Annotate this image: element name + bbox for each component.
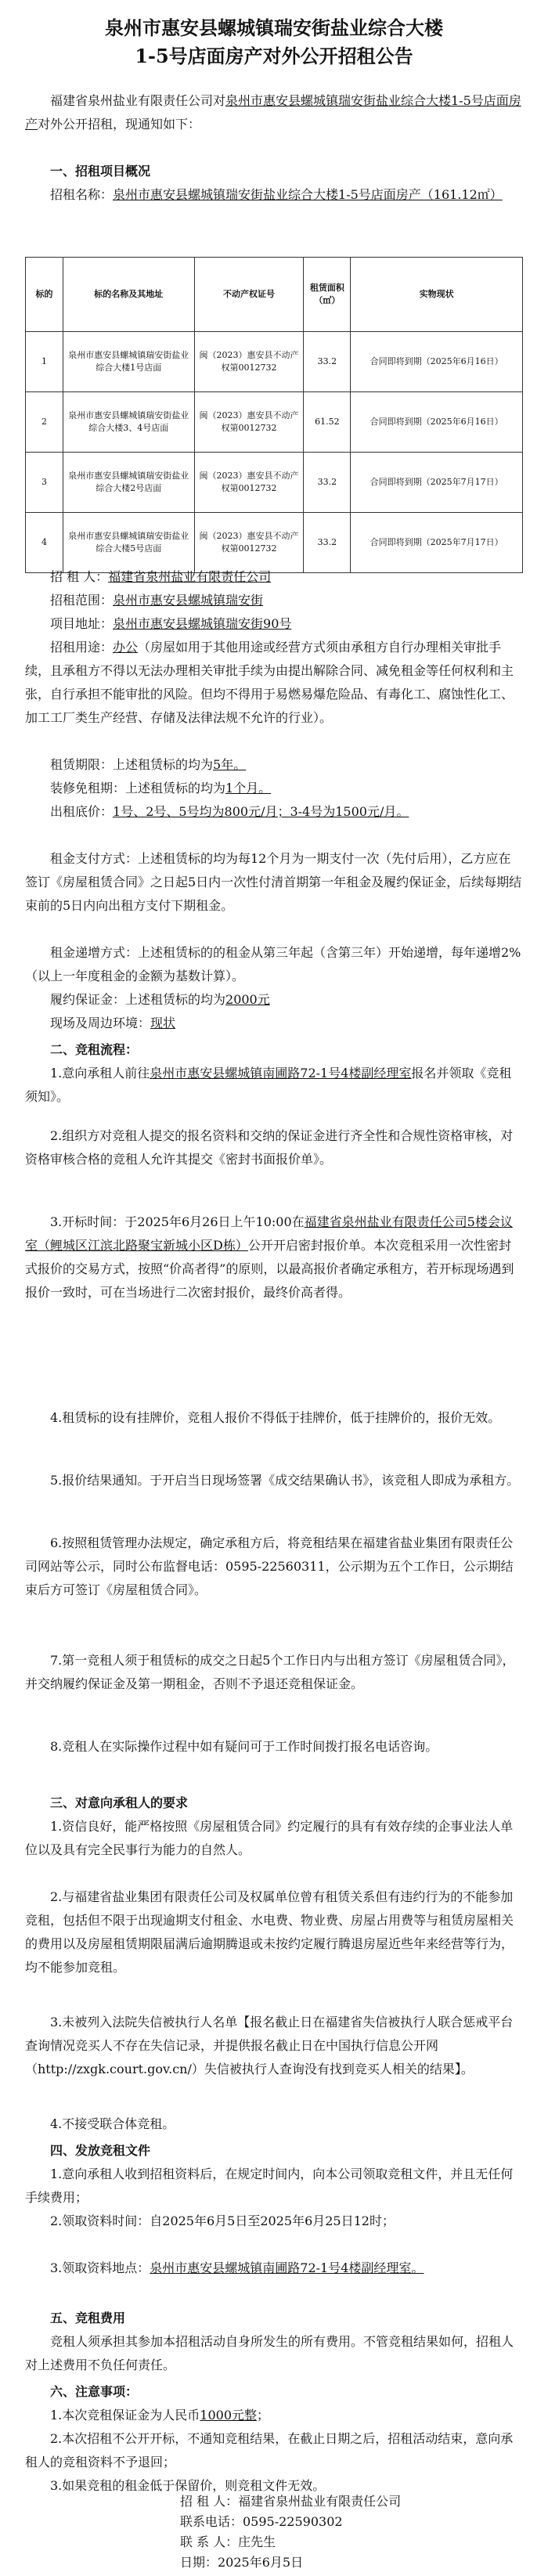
cell-name-address: 泉州市惠安县螺城镇瑞安街盐业综合大楼3、4号店面 <box>63 392 194 453</box>
use-rest: （房屋如用于其他用途或经营方式须由承租方自行办理相关审批手续，且承租方不得以无法办理相关审批手续为由提出解除合同、减免租金等任何权利和主张，自行承担不能审批的风险。但均不得用于易燃易爆危险品、有毒化工、腐蚀性化工、加工工厂类生产经营、存储及法律法规不允许的行业）。 <box>25 640 514 725</box>
cell-status: 合同即将到期（2025年6月16日） <box>351 392 523 453</box>
cell-area: 61.52 <box>304 392 351 453</box>
lease-table <box>25 257 523 573</box>
signature-date: 日期：2025年6月5日 <box>180 2555 304 2570</box>
scope-label: 招租范围： <box>50 593 114 608</box>
process-item-8: 8.竞租人在实际操作过程中如有疑问可于工作时间拨打报名电话咨询。 <box>50 1739 438 1754</box>
section4-heading: 四、发放竞租文件 <box>50 2143 151 2158</box>
term-line <box>25 753 523 777</box>
item3-prefix: 3.开标时间：于2025年6月26日上午10:00在 <box>50 1214 305 1229</box>
term-prefix: 租赁期限：上述租赁标的均为 <box>50 757 214 772</box>
cell-area: 33.2 <box>304 453 351 513</box>
price-line <box>25 800 523 824</box>
term-value: 5年。 <box>213 757 247 772</box>
use-label: 招租用途： <box>50 640 114 655</box>
requirement-item-4: 4.不接受联合体竞租。 <box>50 2116 175 2131</box>
notice1-prefix: 1.本次竞租保证金为人民币 <box>50 2408 200 2423</box>
section1-heading: 一、招租项目概况 <box>50 164 151 179</box>
cell-certificate: 闽（2023）惠安县不动产权第0012732 <box>194 392 304 453</box>
status-value: 现状 <box>150 1016 176 1030</box>
cell-area: 33.2 <box>304 332 351 392</box>
item1-prefix: 1.意向承租人前往 <box>50 1066 150 1081</box>
lease-object-label: 招租名称： <box>50 187 114 202</box>
cell-certificate: 闽（2023）惠安县不动产权第0012732 <box>194 513 304 573</box>
notice-item-3: 3.如果竞租的租金低于保留价，则竞租文件无效。 <box>50 2478 326 2493</box>
status-prefix: 现场及周边环境： <box>50 1016 151 1030</box>
use-underlined: 办公 <box>113 640 139 655</box>
title-line-2: 1-5号店面房产对外公开招租公告 <box>135 45 413 67</box>
process-item-3 <box>25 1210 523 1304</box>
lessor-label: 招 租 人： <box>50 569 109 584</box>
header-name-address: 标的名称及其地址 <box>63 258 194 332</box>
item1-suffix: 报名并领取《竞租须知》。 <box>25 1066 512 1104</box>
notice-item-2: 2.本次招租不公开开标，不通知竞租结果，在截止日期之后，招租活动结束，意向承租人的竞租资料不予退回； <box>25 2431 514 2470</box>
process-item-4: 4.租赁标的设有挂牌价，竞租人报价不得低于挂牌价，低于挂牌价的，报价无效。 <box>50 1410 501 1425</box>
lease-object-value: 泉州市惠安县螺城镇瑞安街盐业综合大楼1-5号店面房产（161.12㎡） <box>113 187 503 202</box>
cell-subject: 2 <box>26 392 63 453</box>
cell-area: 33.2 <box>304 513 351 573</box>
process-item-7: 7.第一竞租人须于租赁标的成交之日起5个工作日内与出租方签订《房屋租赁合同》，并交纳履约保证金及第一期租金，否则不予退还竞租保证金。 <box>25 1653 515 1691</box>
item3-suffix: 公开开启密封报价单。本次竞租采用一次性密封式报价的交易方式，按照“价高者得”的原则，以最高报价者确定承租方，若开标现场遇到报价一致时，可在当场进行二次密封报价，最终价高者得。 <box>25 1238 514 1300</box>
cell-status: 合同即将到期（2025年7月17日） <box>351 513 523 573</box>
lessor-value: 福建省泉州盐业有限责任公司 <box>108 569 272 584</box>
scope-line <box>25 589 523 612</box>
intro-prefix: 福建省泉州盐业有限责任公司对 <box>50 93 226 108</box>
fee-paragraph: 竞租人须承担其参加本招租活动自身所发生的所有费用。不管竞租结果如何，招租人对上述费用不负任何责任。 <box>25 2334 514 2372</box>
requirement-item-2: 2.与福建省盐业集团有限责任公司及权属单位曾有租赁关系但有违约行为的不能参加竞租，包括但不限于出现逾期支付租金、水电费、物业费、房屋占用费等与租赁房屋相关的费用以及房屋租赁期限届满后逾期腾退或未按约定履行腾退房屋近些年来经营等行为，均不能参加竞租。 <box>25 1889 514 1975</box>
cell-status: 合同即将到期（2025年6月16日） <box>351 332 523 392</box>
table-row <box>26 332 523 392</box>
notice1-value: 1000元整 <box>200 2408 258 2423</box>
doc-item3-place: 泉州市惠安县螺城镇南圃路72-1号4楼副经理室。 <box>150 2260 424 2275</box>
process-item-6: 6.按照租赁管理办法规定，确定承租方后，将竞租结果在福建省盐业集团有限责任公司网站等公示，同时公布监督电话：0595-22560311，公示期为五个工作日，公示期结束后方可签订《房屋租赁合同》。 <box>25 1535 514 1597</box>
cell-certificate: 闽（2023）惠安县不动产权第0012732 <box>194 453 304 513</box>
header-certificate: 不动产权证号 <box>194 258 304 332</box>
cell-name-address: 泉州市惠安县螺城镇瑞安街盐业综合大楼5号店面 <box>63 513 194 573</box>
cell-subject: 1 <box>26 332 63 392</box>
signature-lessor: 招 租 人：福建省泉州盐业有限责任公司 <box>180 2494 402 2509</box>
lessor-line <box>25 565 523 589</box>
signature-phone: 联系电话：0595-22590302 <box>180 2514 343 2529</box>
document-item-3 <box>25 2257 523 2280</box>
intro-paragraph <box>25 89 523 136</box>
section2-heading: 二、竞租流程： <box>50 1042 139 1057</box>
process-item-1 <box>25 1062 523 1109</box>
cell-certificate: 闽（2023）惠安县不动产权第0012732 <box>194 332 304 392</box>
use-paragraph <box>25 636 523 730</box>
free-period-line <box>25 777 523 800</box>
signature-contact: 联 系 人：庄先生 <box>180 2535 276 2549</box>
document-item-2: 2.领取资料时间：自2025年6月5日至2025年6月25日12时； <box>50 2213 395 2228</box>
deposit-value: 2000元 <box>225 992 270 1007</box>
free-value: 1个月。 <box>225 781 272 796</box>
payment-paragraph: 租金支付方式：上述租赁标的均为每12个月为一期支付一次（先付后用），乙方应在签订《房屋租赁合同》之日起5日内一次性付清首期第一年租金及履约保证金，后续每期结束前的5日内向出租方支付下期租金。 <box>25 851 522 913</box>
cell-subject: 3 <box>26 453 63 513</box>
cell-status: 合同即将到期（2025年7月17日） <box>351 453 523 513</box>
status-line <box>25 1012 523 1035</box>
deposit-prefix: 履约保证金：上述租赁标的均为 <box>50 992 226 1007</box>
price-value: 1号、2号、5号均为800元/月；3-4号为1500元/月。 <box>113 804 409 819</box>
process-item-5: 5.报价结果通知。于开启当日现场签署《成交结果确认书》，该竞租人即成为承租方。 <box>50 1473 520 1488</box>
location-line <box>25 612 523 636</box>
cell-subject: 4 <box>26 513 63 573</box>
item1-place: 泉州市惠安县螺城镇南圃路72-1号4楼副经理室 <box>150 1066 412 1081</box>
section6-heading: 六、注意事项： <box>50 2384 139 2399</box>
scope-value: 泉州市惠安县螺城镇瑞安街 <box>113 593 264 608</box>
document-item-1: 1.意向承租人收到招租资料后，在规定时间内，向本公司领取竞租文件，并且无任何手续费用； <box>25 2167 514 2205</box>
table-row <box>26 392 523 453</box>
price-prefix: 出租底价： <box>50 804 114 819</box>
section5-heading: 五、竞租费用 <box>50 2311 126 2325</box>
intro-suffix: 对外公开招租，现通知如下： <box>38 117 201 132</box>
title-line-1: 泉州市惠安县螺城镇瑞安街盐业综合大楼 <box>105 16 443 39</box>
intro-property: 泉州市惠安县螺城镇瑞安街盐业综合大楼1-5号店面房产 <box>25 93 521 132</box>
location-label: 项目地址： <box>50 616 114 631</box>
cell-name-address: 泉州市惠安县螺城镇瑞安街盐业综合大楼1号店面 <box>63 332 194 392</box>
requirement-item-3: 3.未被列入法院失信被执行人名单【报名截止日在福建省失信被执行人联合惩戒平台查询情况竞买人不存在失信记录，并提供报名截止日在中国执行信息公开网（http://zxgk.court.gov.cn/）失信被执行人查询没有找到竞买人相关的结果】。 <box>25 2015 514 2076</box>
header-area: 租赁面积（㎡） <box>304 258 351 332</box>
table-row <box>26 513 523 573</box>
free-prefix: 装修免租期：上述租赁标的均为 <box>50 781 226 796</box>
header-subject: 标的 <box>26 258 63 332</box>
doc-item3-prefix: 3.领取资料地点： <box>50 2260 150 2275</box>
lease-object <box>25 183 523 207</box>
lease-table-header <box>26 258 523 332</box>
table-row <box>26 453 523 513</box>
cell-name-address: 泉州市惠安县螺城镇瑞安街盐业综合大楼2号店面 <box>63 453 194 513</box>
header-status: 实物现状 <box>351 258 523 332</box>
process-item-2: 2.组织方对竞租人提交的报名资料和交纳的保证金进行齐全性和合规性资格审核，对资格审核合格的竞租人允许其提交《密封书面报价单》。 <box>25 1128 514 1167</box>
requirement-item-1: 1.资信良好，能严格按照《房屋租赁合同》约定履行的具有有效存续的企事业法人单位以及具有完全民事行为能力的自然人。 <box>25 1819 514 1857</box>
increase-paragraph: 租金递增方式：上述租赁标的的租金从第三年起（含第三年）开始递增，每年递增2%（以上一年度租金的金额为基数计算）。 <box>25 945 521 983</box>
location-value: 泉州市惠安县螺城镇瑞安街90号 <box>113 616 292 631</box>
deposit-line <box>25 988 523 1012</box>
item3-place: 福建省泉州盐业有限责任公司5楼会议室（鲤城区江滨北路聚宝新城小区D栋） <box>25 1214 513 1253</box>
section3-heading: 三、对意向承租人的要求 <box>50 1795 189 1810</box>
notice-item-1: 1.本次竞租保证金为人民币1000元整； <box>50 2408 270 2423</box>
